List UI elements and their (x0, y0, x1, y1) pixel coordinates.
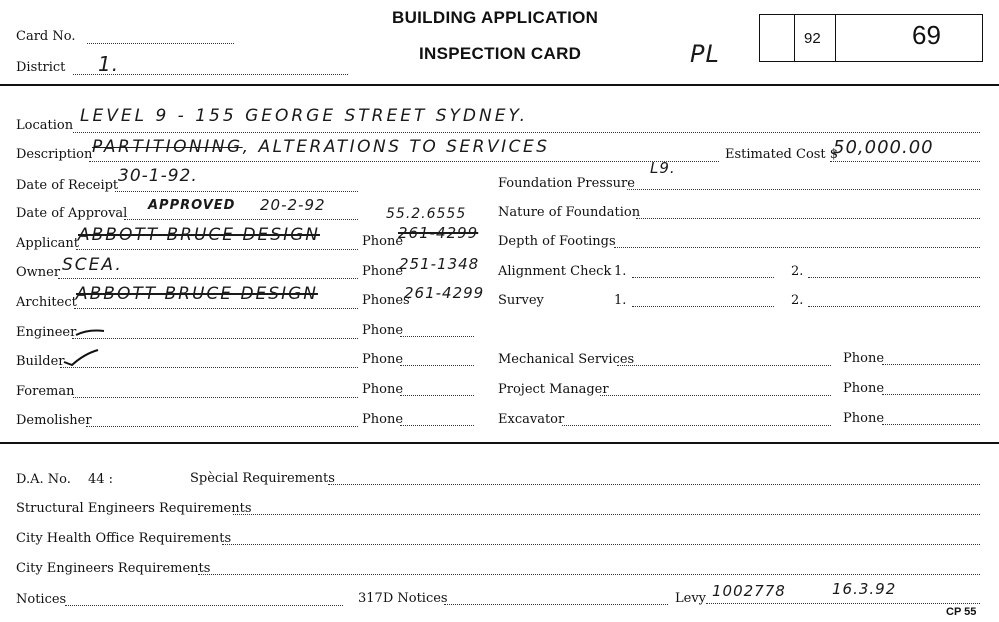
health-req-label: City Health Office Requirements (16, 531, 232, 546)
engineer-field[interactable] (72, 338, 358, 339)
alignment-2-label: 2. (791, 264, 804, 279)
applicant-value: ABBOTT BRUCE DESIGN (78, 225, 320, 245)
owner-phone-label: Phone (362, 264, 404, 279)
excavator-label: Excavator (498, 412, 565, 427)
district-label: District (16, 60, 66, 75)
approval-stamp: APPROVED (148, 198, 236, 213)
approval-date: 20-2-92 (260, 196, 326, 214)
city-engineers-req-field[interactable] (198, 574, 980, 575)
alignment-1-label: 1. (614, 264, 627, 279)
foundation-pressure-label: Foundation Pressure (498, 176, 635, 191)
excavator-field[interactable] (562, 425, 831, 426)
foreman-phone-label: Phone (362, 382, 404, 397)
survey-1-label: 1. (614, 293, 627, 308)
district-value: 1. (98, 52, 120, 76)
description-label: Description (16, 147, 93, 162)
survey-1-field[interactable] (632, 306, 774, 307)
estimated-cost-value: 50,000.00 (833, 137, 934, 158)
project-manager-phone-field[interactable] (882, 394, 980, 395)
health-req-field[interactable] (222, 544, 980, 545)
project-manager-phone-label: Phone (843, 381, 885, 396)
foreman-phone-field[interactable] (400, 395, 474, 396)
engineer-label: Engineer (16, 325, 77, 340)
applicant-phone-new: 55.2.6555 (386, 206, 467, 222)
mechanical-phone-label: Phone (843, 351, 885, 366)
date-receipt-value: 30-1-92. (118, 166, 198, 186)
notices-field[interactable] (65, 605, 343, 606)
initials: PL (690, 40, 720, 68)
structural-req-label: Structural Engineers Requirements (16, 501, 252, 516)
main-divider (0, 442, 999, 444)
nature-foundation-label: Nature of Foundation (498, 205, 641, 220)
mechanical-label: Mechanical Services (498, 352, 635, 367)
applicant-phone-label: Phone (362, 234, 404, 249)
card-title-line1: BUILDING APPLICATION (392, 8, 599, 27)
card-number-box (759, 14, 983, 62)
levy-value: 1002778 (712, 582, 786, 600)
foreman-label: Foreman (16, 384, 75, 399)
builder-field[interactable] (60, 367, 358, 368)
architect-field[interactable] (74, 308, 358, 309)
owner-phone: 251-1348 (399, 255, 480, 273)
foundation-pressure-field[interactable] (627, 189, 980, 190)
owner-field[interactable] (58, 278, 358, 279)
architect-phone: 261-4299 (404, 284, 485, 302)
special-req-field[interactable] (328, 484, 980, 485)
levy-field[interactable] (706, 603, 980, 604)
location-label: Location (16, 118, 74, 133)
applicant-label: Applicant (16, 236, 79, 251)
foreman-field[interactable] (73, 397, 358, 398)
owner-value: SCEA. (62, 255, 123, 275)
card-title-line2: INSPECTION CARD (419, 44, 582, 63)
demolisher-field[interactable] (86, 426, 358, 427)
project-manager-label: Project Manager (498, 382, 609, 397)
builder-check-mark (62, 346, 102, 368)
structural-req-field[interactable] (233, 514, 980, 515)
levy-date: 16.3.92 (832, 580, 897, 598)
header-divider (0, 84, 999, 86)
notices-label: Notices (16, 592, 67, 607)
da-no-label: D.A. No. (16, 472, 71, 487)
description-struck-word: PARTITIONING (92, 137, 243, 157)
da-no-value: 44 : (88, 472, 114, 487)
demolisher-phone-label: Phone (362, 412, 404, 427)
engineer-dash-mark (74, 325, 108, 339)
alignment-2-field[interactable] (808, 277, 980, 278)
card-no-field[interactable] (87, 43, 234, 44)
survey-label: Survey (498, 293, 544, 308)
card-year: 92 (804, 30, 821, 47)
alignment-check-label: Alignment Check (498, 264, 612, 279)
notices-317d-label: 317D Notices (358, 591, 448, 606)
description-extra: L9. (650, 159, 676, 177)
builder-phone-field[interactable] (400, 365, 474, 366)
mechanical-field[interactable] (617, 365, 831, 366)
description-rest: , ALTERATIONS TO SERVICES (242, 137, 550, 157)
card-number: 69 (912, 20, 941, 50)
project-manager-field[interactable] (600, 395, 831, 396)
description-value (92, 137, 550, 157)
nature-foundation-field[interactable] (636, 218, 980, 219)
demolisher-label: Demolisher (16, 413, 92, 428)
location-field[interactable] (73, 132, 980, 133)
alignment-1-field[interactable] (632, 277, 774, 278)
survey-2-field[interactable] (808, 306, 980, 307)
levy-label: Levy (675, 591, 707, 606)
estimated-cost-field[interactable] (830, 161, 980, 162)
location-value: LEVEL 9 - 155 GEORGE STREET SYDNEY. (80, 106, 529, 126)
architect-value: ABBOTT BRUCE DESIGN (76, 284, 318, 304)
description-field[interactable] (89, 161, 719, 162)
engineer-phone-label: Phone (362, 323, 404, 338)
builder-label: Builder (16, 354, 65, 369)
city-engineers-req-label: City Engineers Requirements (16, 561, 211, 576)
builder-phone-label: Phone (362, 352, 404, 367)
depth-footings-label: Depth of Footings (498, 234, 616, 249)
architect-phones-label: Phones (362, 293, 410, 308)
card-no-label: Card No. (16, 29, 76, 44)
date-approval-field[interactable] (124, 219, 358, 220)
date-receipt-field[interactable] (115, 191, 358, 192)
owner-label: Owner (16, 265, 61, 280)
date-receipt-label: Date of Receipt (16, 178, 119, 193)
applicant-phone-old: 261-4299 (398, 224, 479, 242)
notices-317d-field[interactable] (444, 604, 668, 605)
architect-label: Architect (16, 295, 77, 310)
excavator-phone-label: Phone (843, 411, 885, 426)
form-code: CP 55 (946, 606, 977, 618)
mechanical-phone-field[interactable] (882, 364, 980, 365)
excavator-phone-field[interactable] (882, 424, 980, 425)
special-req-label: Spècial Requirements (190, 471, 335, 486)
applicant-field[interactable] (76, 249, 358, 250)
survey-2-label: 2. (791, 293, 804, 308)
depth-footings-field[interactable] (614, 247, 980, 248)
engineer-phone-field[interactable] (400, 336, 474, 337)
demolisher-phone-field[interactable] (400, 425, 474, 426)
date-approval-label: Date of Approval (16, 206, 128, 221)
estimated-cost-label: Estimated Cost $ (725, 147, 839, 162)
